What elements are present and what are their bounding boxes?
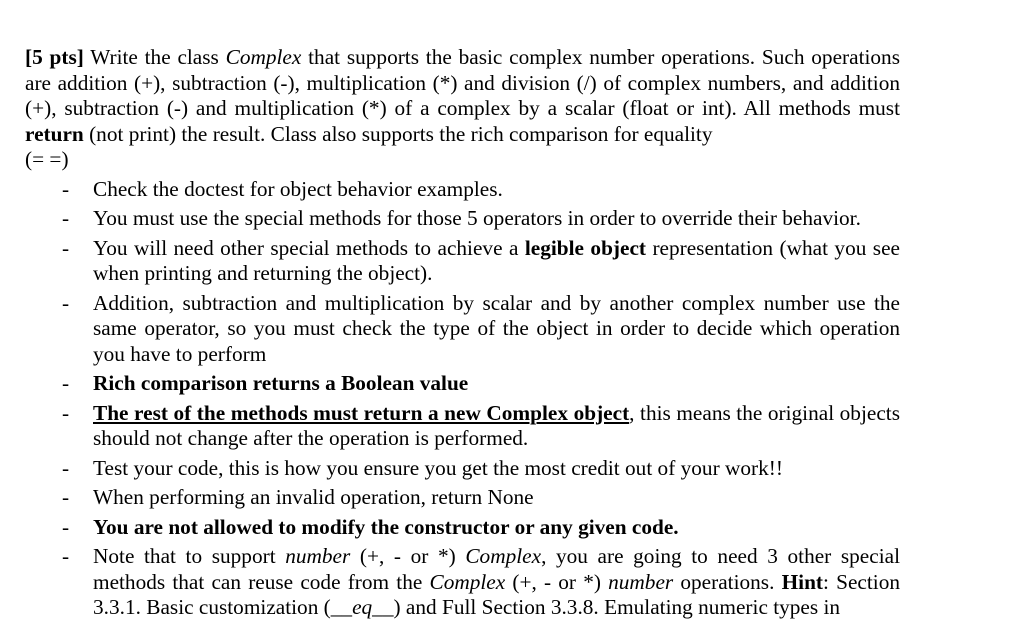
dash: - <box>62 400 70 425</box>
item-text: You will need other special methods to achieve a <box>93 235 525 260</box>
list-item <box>25 456 900 482</box>
item-italic-text: Complex <box>429 569 506 594</box>
list-item <box>25 371 900 397</box>
list-item <box>25 177 900 203</box>
item-text: representation (what you see when printing and returning the object). <box>93 235 900 285</box>
item-text: operations. <box>673 569 782 594</box>
list-item <box>25 236 900 287</box>
hint-label: Hint <box>781 569 824 594</box>
list-item <box>25 206 900 232</box>
item-italic-text: number <box>608 569 674 594</box>
intro-text-1: Write the class <box>83 45 226 69</box>
return-word: return <box>25 121 84 146</box>
item-bold-underlined-text: The rest of the methods must return a new Complex object <box>93 400 630 425</box>
item-bold-text: You are not allowed to modify the constructor or any given code. <box>93 514 679 539</box>
item-text: Addition, subtraction and multiplication by scalar and by another complex number use the same operator, so you must check the type of the object in order to decide which operation you have to perform <box>93 290 900 366</box>
class-name: Complex <box>225 45 302 69</box>
list-item <box>25 485 900 511</box>
dash: - <box>62 514 70 539</box>
list-item <box>25 291 900 368</box>
question-intro <box>25 45 900 173</box>
dash: - <box>62 176 70 201</box>
item-text: Check the doctest for object behavior examples. <box>93 176 503 201</box>
dash: - <box>62 206 70 230</box>
intro-text-3: (not print) the result. Class also supports the rich comparison for equality <box>83 121 713 146</box>
dash: - <box>62 455 70 480</box>
item-text: You must use the special methods for those 5 operators in order to override their behavior. <box>93 206 861 230</box>
item-bold-text: Rich comparison returns a Boolean value <box>93 371 469 395</box>
list-item <box>25 515 900 541</box>
intro-text-4: (= =) <box>25 147 69 171</box>
list-item <box>25 544 900 621</box>
item-italic-text: Complex <box>465 544 542 568</box>
document-body <box>25 45 900 621</box>
item-bold-text: legible object <box>524 235 647 260</box>
item-italic-text: number <box>285 544 351 568</box>
item-text: Test your code, this is how you ensure you get the most credit out of your work!! <box>93 455 783 480</box>
item-text: ) and Full Section 3.3.8. Emulating numeric types in <box>393 595 841 619</box>
item-text: (+, - or *) <box>350 544 466 568</box>
list-item <box>25 401 900 452</box>
points-label: [5 pts] <box>25 45 84 69</box>
dash: - <box>62 544 70 568</box>
dash: - <box>62 485 70 509</box>
dash: - <box>62 290 70 315</box>
item-text: , this means the original objects should not change after the operation is performed. <box>93 400 900 450</box>
item-text: (+, - or *) <box>505 569 609 594</box>
item-text: : Section 3.3.1. Basic customization ( <box>93 569 901 619</box>
item-text: , you are going to need 3 other special methods that can reuse code from the <box>93 544 900 594</box>
item-text: Note that to support <box>93 544 286 568</box>
intro-text-2: that supports the basic complex number operations. Such operations are addition (+), subtraction (-), multiplication (*) and division (/) of complex numbers, and addition (+), subtraction (-) and multiplication (*) of a complex by a scalar (float or int). All methods must <box>25 45 900 120</box>
requirements-list <box>25 177 900 621</box>
item-italic-text: __eq__ <box>330 595 394 619</box>
item-text: When performing an invalid operation, return None <box>93 485 534 509</box>
dash: - <box>62 371 70 395</box>
dash: - <box>62 235 70 260</box>
